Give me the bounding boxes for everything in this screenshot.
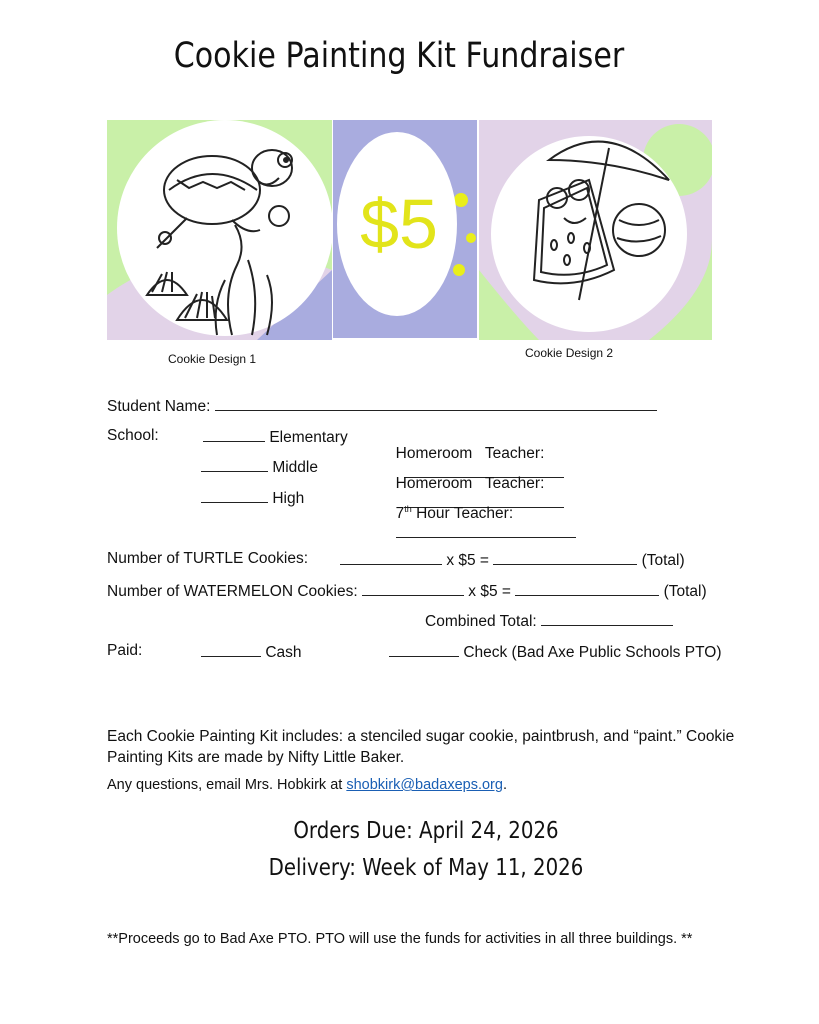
- price-text: $5: [360, 185, 438, 263]
- seventh-prefix: 7: [395, 505, 405, 523]
- school-middle-row: [201, 457, 318, 477]
- elementary-label: Elementary: [269, 429, 348, 446]
- turtle-cookie-image: [107, 120, 332, 340]
- delivery-date: Delivery: Week of May 11, 2026: [268, 855, 584, 881]
- middle-blank[interactable]: [201, 457, 268, 472]
- school-elementary-row: [203, 427, 348, 447]
- questions-suffix: .: [502, 777, 507, 793]
- turtle-row: [340, 550, 685, 570]
- watermelon-cookie-image: [479, 120, 712, 340]
- cash-blank[interactable]: [201, 642, 261, 657]
- seventh-hour-row: [387, 486, 576, 543]
- kit-description: Each Cookie Painting Kit includes: a stenciled sugar cookie, paintbrush, and “paint.” Cookie Painting Kits are made by Nifty Little Baker.: [107, 728, 735, 766]
- student-name-label: Student Name:: [107, 398, 211, 415]
- footer-note: **Proceeds go to Bad Axe PTO. PTO will use the funds for activities in all three buildings. **: [107, 931, 693, 947]
- caption-design-1: Cookie Design 1: [168, 352, 257, 366]
- high-blank[interactable]: [201, 488, 268, 503]
- homeroom-label-1: Homeroom Teacher:: [395, 445, 545, 462]
- cash-row: [201, 642, 302, 662]
- questions-prefix: Any questions, email Mrs. Hobkirk at: [107, 777, 347, 793]
- seventh-sup: th: [404, 504, 412, 514]
- student-name-field[interactable]: [215, 396, 657, 411]
- check-row: [389, 642, 721, 662]
- caption-design-2: Cookie Design 2: [525, 346, 614, 360]
- watermelon-total-field[interactable]: [515, 581, 659, 596]
- combined-total-field[interactable]: [541, 611, 673, 626]
- school-label: School:: [107, 427, 159, 444]
- seventh-hour-teacher-field[interactable]: [396, 523, 576, 538]
- seventh-suffix: Hour Teacher:: [411, 505, 514, 523]
- watermelon-label: Number of WATERMELON Cookies:: [107, 583, 358, 600]
- middle-label: Middle: [272, 459, 318, 476]
- student-name-row: [107, 396, 657, 416]
- watermelon-total-label: (Total): [663, 583, 707, 600]
- turtle-qty-field[interactable]: [340, 550, 442, 565]
- high-label: High: [272, 490, 305, 507]
- elementary-blank[interactable]: [203, 427, 265, 442]
- watermelon-times: x $5 =: [468, 583, 511, 600]
- paid-label: Paid:: [107, 642, 143, 659]
- combined-total-label: Combined Total:: [425, 613, 537, 630]
- cash-label: Cash: [265, 644, 302, 661]
- price-image: [333, 120, 477, 338]
- turtle-total-field[interactable]: [493, 550, 637, 565]
- orders-due: Orders Due: April 24, 2026: [293, 818, 559, 844]
- watermelon-row: [107, 581, 707, 601]
- watermelon-qty-field[interactable]: [362, 581, 464, 596]
- turtle-total-label: (Total): [641, 552, 685, 569]
- turtle-times: x $5 =: [446, 552, 489, 569]
- questions-line: [107, 777, 507, 793]
- page-title: Cookie Painting Kit Fundraiser: [173, 36, 625, 76]
- turtle-label: Number of TURTLE Cookies:: [107, 550, 309, 567]
- email-link[interactable]: shobkirk@badaxeps.org: [346, 777, 503, 793]
- homeroom-label-2: Homeroom Teacher:: [395, 475, 545, 492]
- check-blank[interactable]: [389, 642, 459, 657]
- check-label: Check (Bad Axe Public Schools PTO): [463, 644, 722, 661]
- combined-total-row: [425, 611, 673, 631]
- school-high-row: [201, 488, 304, 508]
